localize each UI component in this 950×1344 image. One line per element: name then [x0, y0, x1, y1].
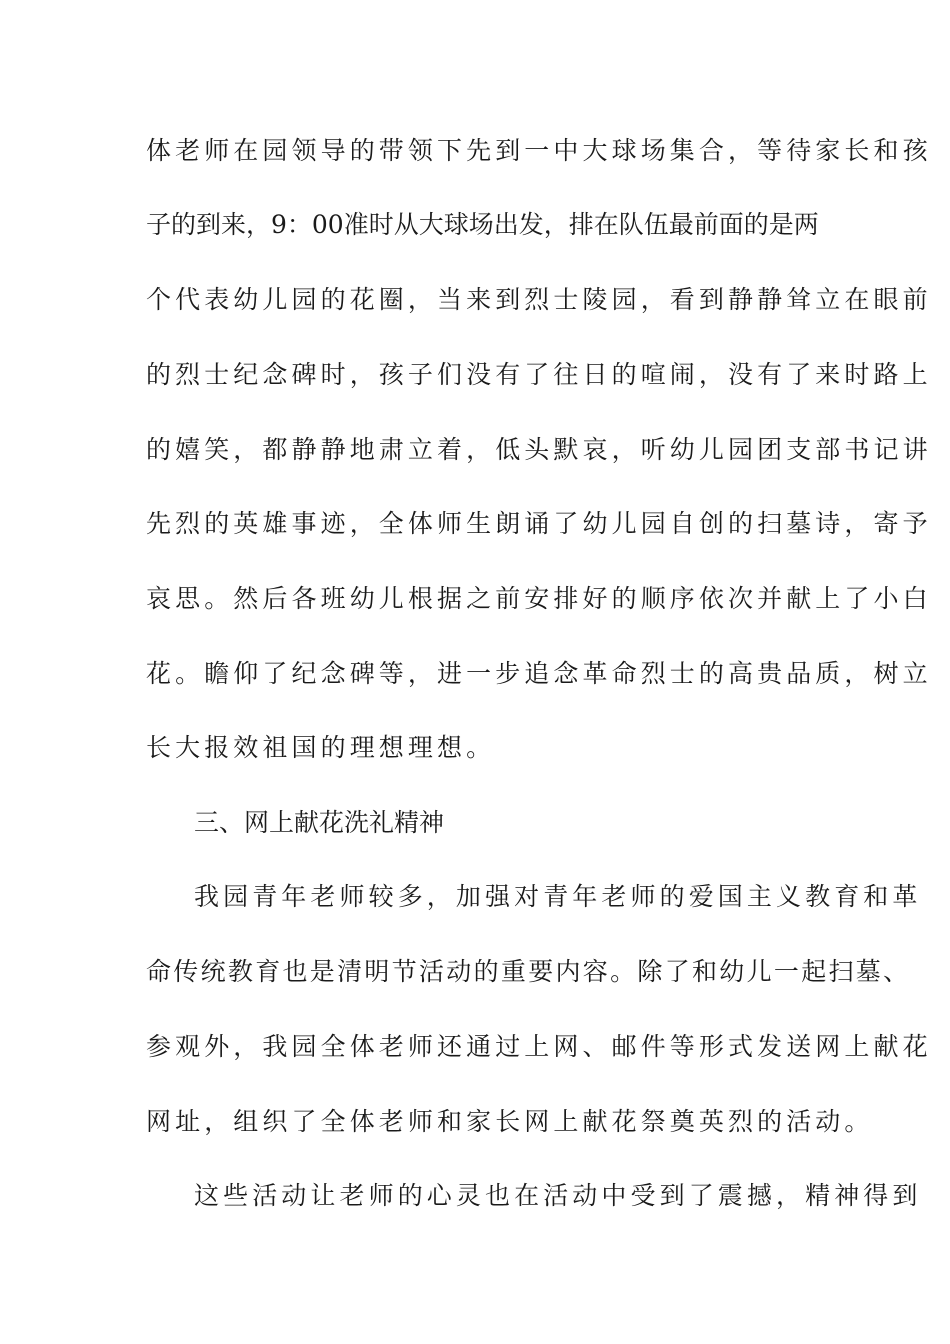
paragraph-line: 体老师在园领导的带领下先到一中大球场集合，等待家长和孩	[146, 136, 932, 165]
paragraph-line: 子的到来，9：00准时从大球场出发，排在队伍最前面的是两	[146, 210, 819, 239]
paragraph-line: 我园青年老师较多，加强对青年老师的爱国主义教育和革	[194, 882, 922, 911]
paragraph-line: 参观外，我园全体老师还通过上网、邮件等形式发送网上献花	[146, 1032, 932, 1061]
paragraph-line: 哀思。然后各班幼儿根据之前安排好的顺序依次并献上了小白	[146, 584, 932, 613]
paragraph-line: 命传统教育也是清明节活动的重要内容。除了和幼儿一起扫墓、	[146, 957, 911, 986]
paragraph-line: 花。瞻仰了纪念碑等，进一步追念革命烈士的高贵品质，树立	[146, 659, 932, 688]
paragraph-line: 先烈的英雄事迹，全体师生朗诵了幼儿园自创的扫墓诗，寄予	[146, 509, 932, 538]
paragraph-line: 长大报效祖国的理想理想。	[146, 733, 496, 762]
paragraph-line: 网址，组织了全体老师和家长网上献花祭奠英烈的活动。	[146, 1107, 874, 1136]
paragraph-line: 的嬉笑，都静静地肃立着，低头默哀，听幼儿园团支部书记讲	[146, 435, 932, 464]
paragraph-line: 的烈士纪念碑时，孩子们没有了往日的喧闹，没有了来时路上	[146, 360, 932, 389]
paragraph-line: 这些活动让老师的心灵也在活动中受到了震撼，精神得到	[194, 1181, 922, 1210]
paragraph-line: 个代表幼儿园的花圈，当来到烈士陵园，看到静静耸立在眼前	[146, 285, 932, 314]
section-heading: 三、网上献花洗礼精神	[194, 808, 445, 837]
